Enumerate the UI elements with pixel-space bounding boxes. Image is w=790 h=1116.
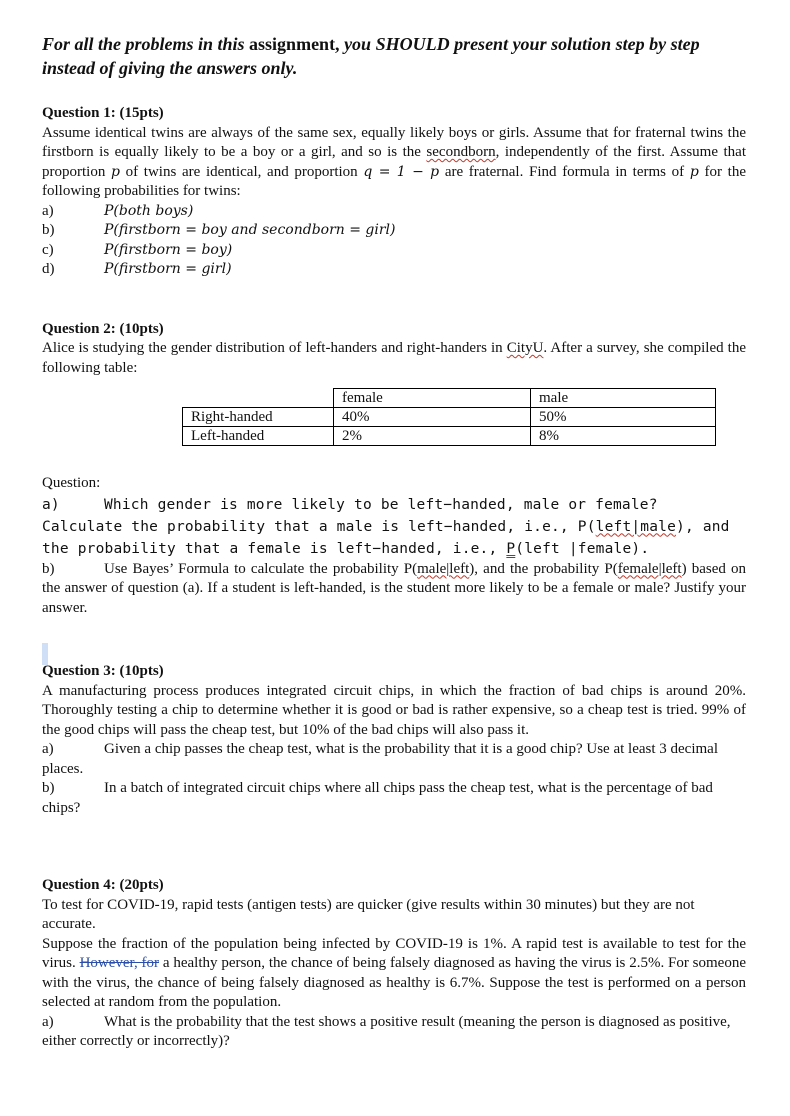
q1-item-c-label: c) (42, 241, 54, 258)
q1-symbol-p-2: p (689, 163, 699, 180)
q3-part-b-label: b) (42, 780, 55, 796)
table-row (183, 408, 716, 427)
q1-symbol-p: p (111, 163, 120, 180)
q1-text-b: , independently of the first. Assume that proportion (42, 144, 746, 180)
table-cell: 40% (334, 408, 531, 427)
table-header-empty (183, 389, 334, 408)
question-3-title: Question 3: (10pts) (42, 663, 164, 679)
q1-item-c (42, 241, 746, 261)
q2-question-label: Question: (42, 475, 101, 491)
q4-tracked-deletion: However, for (79, 955, 160, 971)
q2-part-a-text-1: Which gender is more likely to be left−handed, male or female? Calculate the probability that a male is left−handed, i.e., P( (42, 496, 658, 535)
q1-item-b-label: b) (42, 222, 55, 238)
q1-item-c-expr: P(firstborn = boy) (104, 241, 233, 258)
q4-part-a-text: What is the probability that the test shows a positive result (meaning the person is diagnosed as positive, either correctly or incorrectly)? (42, 1013, 731, 1049)
q2-text-b: . After a survey, she compiled the following table: (42, 340, 747, 376)
table-header-male: male (531, 389, 716, 408)
q3-part-a (42, 740, 746, 779)
q2-part-a-text-2: ), and the probability that a female is left−handed, i.e., (42, 518, 730, 557)
q2-part-a-text-3: (left |female). (515, 540, 650, 557)
question-4 (42, 876, 746, 1052)
question-4-intro: To test for COVID-19, rapid tests (antigen tests) are quicker (give results within 30 minutes) but they are not accurate. (42, 896, 695, 932)
question-1-body (42, 124, 746, 202)
table-cell: 50% (531, 408, 716, 427)
q2-part-b-squig-2: female|left (617, 560, 682, 577)
q1-item-d (42, 260, 746, 280)
q4-text-b: a healthy person, the chance of being falsely diagnosed as having the virus is 2.5%. For someone with the virus, the chance of being falsely diagnosed as healthy is 6.7%. Suppose the test is performed on a person selected at random from the population. (42, 955, 746, 1010)
q2-part-a-label: a) (42, 496, 60, 513)
instructions-intro (42, 32, 746, 80)
intro-text-1: For all the problems in this (42, 34, 250, 54)
q2-part-b-text-3: ) based on the answer of question (a). If a student is left-handed, is the student more likely to be a female or male? Justify your answer. (42, 560, 746, 616)
q2-part-a-squig: left|male (595, 518, 677, 535)
q4-part-a (42, 1013, 746, 1052)
q1-item-b-expr: P(firstborn = boy and secondborn = girl) (104, 222, 396, 238)
q2-part-b (42, 560, 746, 619)
table-header-row (183, 389, 716, 408)
q3-part-a-text: Given a chip passes the cheap test, what is the probability that it is a good chip? Use at least 3 decimal places. (42, 741, 718, 777)
question-4-title: Question 4: (20pts) (42, 877, 164, 893)
table-cell: 8% (531, 427, 716, 446)
q1-item-d-expr: P(firstborn = girl) (104, 261, 232, 277)
question-2-title: Question 2: (10pts) (42, 320, 164, 337)
intro-text-3: you SHOULD present your solution step by step instead of giving the answers only. (42, 34, 700, 78)
question-1-title: Question 1: (15pts) (42, 105, 164, 121)
q2-part-b-squig-1: male|left (417, 560, 470, 577)
q4-part-a-label: a) (42, 1013, 54, 1030)
q2-text-a: Alice is studying the gender distribution of left-handers and right-handers in (42, 340, 507, 356)
question-2-body (42, 339, 746, 378)
q1-item-a (42, 202, 746, 222)
q1-symbol-q: q = 1 − p (363, 163, 440, 180)
question-1 (42, 104, 746, 280)
q2-part-a-underlined: P (506, 540, 516, 557)
question-2 (42, 320, 746, 619)
q2-part-b-text-2: ), and the probability P( (469, 560, 618, 577)
q1-text-e: for the following probabilities for twins: (42, 163, 746, 199)
table-cell: 2% (334, 427, 531, 446)
q1-item-d-label: d) (42, 261, 55, 277)
question-4-body (42, 935, 746, 1013)
question-3 (42, 662, 746, 818)
table-row (183, 427, 716, 446)
q4-text-a: Suppose the fraction of the population being infected by COVID-19 is 1%. A rapid test is available to test for the virus. (42, 935, 746, 971)
q1-text-a: Assume identical twins are always of the same sex, equally likely boys or girls. Assume that for fraternal twins the firstborn is equally likely to be a boy or a girl, and so is the (42, 124, 746, 160)
q1-text-c: of twins are identical, and proportion (119, 163, 364, 180)
q3-part-b (42, 779, 746, 818)
q1-spellcheck-word: secondborn (426, 144, 496, 160)
q2-spellcheck-word: CityU (506, 340, 544, 356)
q2-part-b-label: b) (42, 560, 55, 577)
table-cell: Right-handed (183, 408, 334, 427)
q2-part-a (42, 494, 746, 560)
q3-part-a-label: a) (42, 741, 54, 757)
question-3-body: A manufacturing process produces integrated circuit chips, in which the fraction of bad chips is around 20%. Thoroughly testing a chip to determine whether it is good or bad is rather expensive, so a cheap test is tried. 99% of the good chips will pass the cheap test, but 10% of the bad chips will also pass it. (42, 682, 746, 738)
intro-text-2: assignment, (249, 34, 340, 54)
survey-table (182, 388, 716, 446)
q3-part-b-text: In a batch of integrated circuit chips where all chips pass the cheap test, what is the percentage of bad chips? (42, 780, 713, 816)
q2-part-b-text-1: Use Bayes’ Formula to calculate the probability P( (104, 560, 418, 577)
q1-item-a-label: a) (42, 202, 54, 219)
document-page (42, 32, 746, 1052)
table-cell: Left-handed (183, 427, 334, 446)
q1-item-a-expr: P(both boys) (104, 202, 194, 219)
table-header-female: female (334, 389, 531, 408)
q1-item-b (42, 221, 746, 241)
q1-text-d: are fraternal. Find formula in terms of (439, 163, 690, 180)
